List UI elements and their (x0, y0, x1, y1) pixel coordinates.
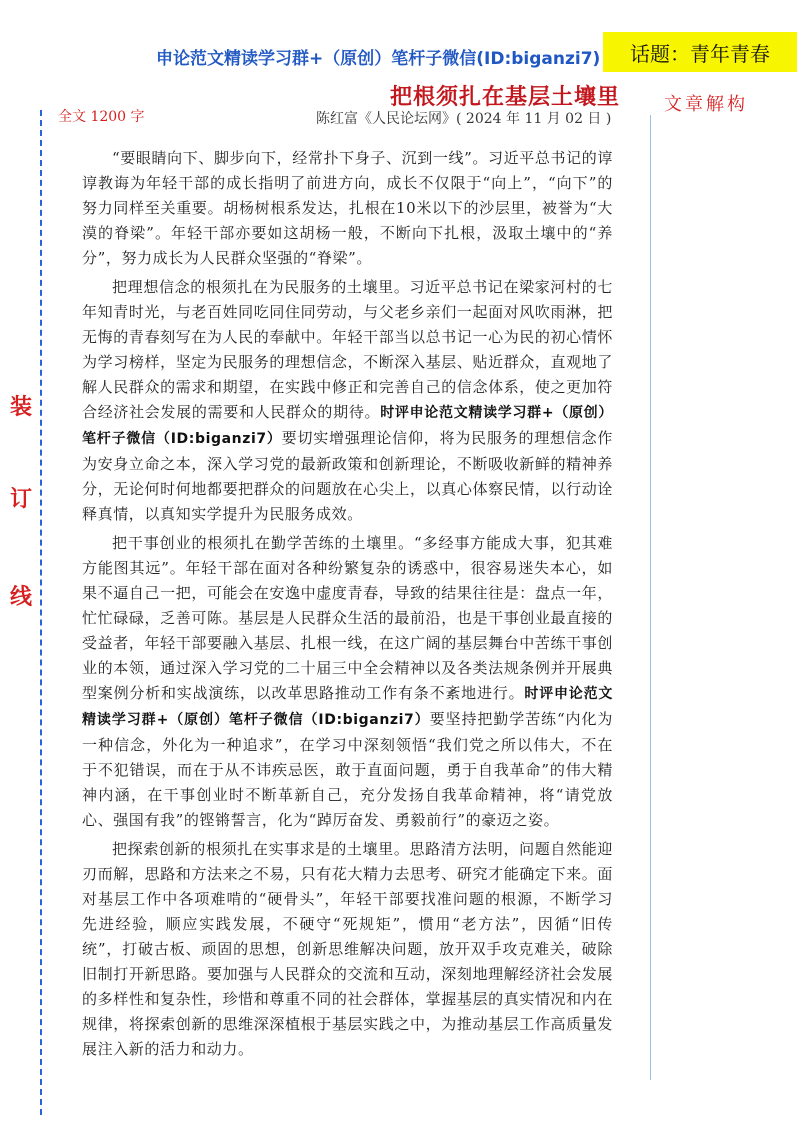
header-title: 申论范文精读学习群+（原创）笔杆子微信(ID:biganzi7) (156, 49, 601, 69)
binding-line (40, 110, 42, 1115)
paragraph-2 (82, 275, 613, 527)
paragraph-text: 把干事创业的根须扎在勤学苦练的土壤里。“多经事方能成大事，犯其难方能图其远”。年轻干部在面对各种纷繁复杂的诱惑中，很容易迷失本心，如果不逼自己一把，可能会在安逸中虚度青春，导致的结果往往是：盘点一年，忙忙碌碌，乏善可陈。基层是人民群众生活的最前沿，也是干事创业最直接的受益者，年轻干部要融入基层、扎根一线，在这广阔的基层舞台中苦练干事创业的本领，通过深入学习党的二十届三中全会精神以及各类法规条例并开展典型案例分析和实战演练，以改革思路推动工作有条不紊地进行。 (82, 534, 613, 702)
paragraph-3 (82, 531, 613, 833)
inline-promo: 时评申论范文精读学习群+（原创）笔杆子微信（ID:biganzi7） (82, 405, 613, 447)
topic-badge: 话题：青年青春 (603, 32, 797, 72)
structure-label: 文章解构 (664, 94, 748, 115)
inline-promo: 时评申论范文精读学习群+（原创）笔杆子微信（ID:biganzi7） (82, 686, 613, 728)
binding-label-3: 线 (9, 584, 32, 610)
paragraph-text: 把理想信念的根须扎在为民服务的土壤里。习近平总书记在梁家河村的七年知青时光，与老百姓同吃同住同劳动，与父老乡亲们一起面对风吹雨淋，把无悔的青春刻写在为人民的奉献中。年轻干部当以总书记一心为民的初心情怀为学习榜样，坚定为民服务的理想信念，不断深入基层、贴近群众，直观地了解人民群众的需求和期望，在实践中修正和完善自己的信念体系，使之更加符合经济社会发展的需要和人民群众的期待。 (82, 278, 613, 421)
paragraph-text: 把探索创新的根须扎在实事求是的土壤里。思路清方法明，问题自然能迎刃而解，思路和方法来之不易，只有花大精力去思考、研究才能确定下来。面对基层工作中各项难啃的“硬骨头”，年轻干部要找准问题的根源，不断学习先进经验，顺应实践发展，不硬守“死规矩”，惯用“老方法”，因循“旧传统”，打破古板、顽固的思想，创新思维解决问题，放开双手攻克难关，破除旧制打开新思路。要加强与人民群众的交流和互动，深刻地理解经济社会发展的多样性和复杂性，珍惜和尊重不同的社会群体，掌握基层的真实情况和内在规律，将探索创新的思维深深植根于基层实践之中，为推动基层工作高质量发展注入新的活力和动力。 (82, 840, 613, 1058)
paragraph-1 (82, 146, 613, 271)
article-body (82, 146, 613, 1066)
binding-label-1: 装 (9, 394, 32, 420)
paragraph-text: 要切实增强理论信仰，将为民服务的理想信念作为安身立命之本，深入学习党的最新政策和创新理论，不断吸收新鲜的精神养分，无论何时何地都要把群众的问题放在心尖上，以真心体察民情，以行动诠释真情，以真知实学提升为民服务成效。 (82, 429, 613, 523)
article-byline: 陈红富《人民论坛网》( 2024 年 11 月 02 日 ) (316, 111, 612, 127)
word-count-label: 全文 1200 字 (58, 109, 145, 125)
paragraph-text: 要坚持把勤学苦练“内化为一种信念，外化为一种追求”，在学习中深刻领悟“我们党之所以伟大，不在于不犯错误，而在于从不讳疾忌医，敢于直面问题，勇于自我革命”的伟大精神内涵，在干事创业时不断革新自己，充分发扬自我革命精神，将“请党放心、强国有我”的铿锵誓言，化为“踔厉奋发、勇毅前行”的豪迈之姿。 (82, 710, 613, 829)
article-title: 把根须扎在基层土壤里 (390, 84, 621, 110)
paragraph-4 (82, 837, 613, 1062)
paragraph-text: “要眼睛向下、脚步向下，经常扑下身子、沉到一线”。习近平总书记的谆谆教诲为年轻干部的成长指明了前进方向，成长不仅限于“向上”，“向下”的努力同样至关重要。胡杨树根系发达，扎根在10米以下的沙层里，被誉为“大漠的脊梁”。年轻干部亦要如这胡杨一般，不断向下扎根，汲取土壤中的“养分”，努力成长为人民群众坚强的“脊梁”。 (82, 149, 613, 267)
binding-label-2: 订 (9, 486, 32, 512)
margin-divider (650, 115, 651, 1080)
